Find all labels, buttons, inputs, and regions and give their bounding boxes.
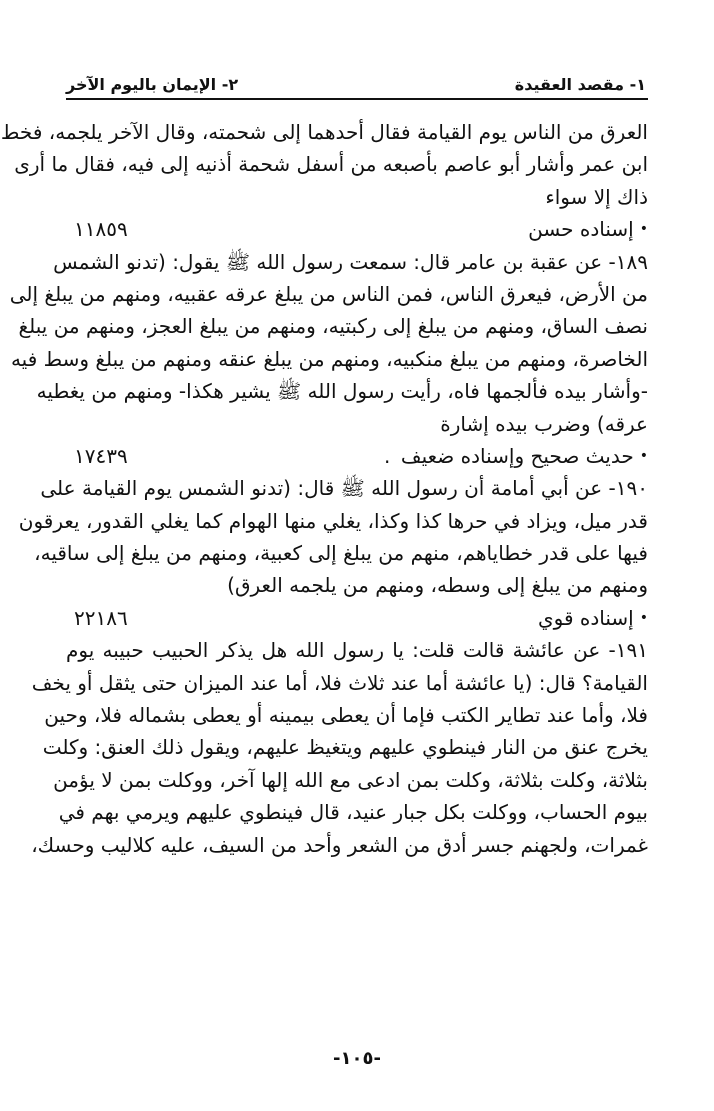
hadith-reference-number: ١٧٤٣٩ [74, 443, 128, 468]
text-line: ١٨٩- عن عقبة بن عامر قال: سمعت رسول الله ﷺ يقول: (تدنو الشمس [53, 249, 648, 274]
text-line: القيامة؟ قال: (يا عائشة أما عند ثلاث فلا، أما عند الميزان حتى يثقل أو يخف [31, 670, 648, 695]
hadith-grade-line [66, 602, 648, 634]
hadith-reference-number: ١١٨٥٩ [74, 217, 128, 242]
hadith-191 [31, 634, 648, 861]
text-line: ابن عمر وأشار أبو عاصم بأصبعه من أسفل شحمة أذنيه إلى فيه، فقال ما أرى [14, 152, 648, 177]
paragraph-continuation [0, 116, 648, 213]
hadith-grade-line [66, 440, 648, 472]
page-number: -١٠٥- [333, 1048, 381, 1069]
grade-text: إسناده حسن [528, 217, 634, 242]
text-line: -وأشار بيده فألجمها فاه، رأيت رسول الله ﷺ يشير هكذا- ومنهم من يغطيه [36, 379, 648, 404]
running-header [66, 66, 646, 94]
hadith-grade-line [66, 213, 648, 245]
hadith-190 [18, 472, 648, 602]
hadith-189 [9, 246, 648, 440]
text-line: الخاصرة، ومنهم من يبلغ منكبيه، ومنهم من يبلغ عنقه ومنهم من يبلغ وسط فيه [10, 346, 648, 371]
hadith-grade [401, 440, 648, 472]
text-line: يخرج عنق من النار فينطوي عليهم ويتغيظ عليهم، ويقول ذلك العنق: وكلت [42, 735, 648, 760]
bullet-icon: • [639, 447, 648, 464]
text-line: ومنهم من يبلغ إلى وسطه، ومنهم من يلجمه العرق) [227, 573, 648, 598]
text-line: بيوم الحساب، ووكلت بكل جبار عنيد، قال فينطوي عليهم ويرمي بهم في [58, 800, 648, 825]
grade-text: حديث صحيح وإسناده ضعيف [400, 443, 634, 468]
dot-mark: . [384, 443, 391, 468]
text-line: عرقه) وضرب بيده إشارة [440, 411, 648, 436]
text-line: فلا، وأما عند تطاير الكتب فإما أن يعطى بيمينه أو يعطى بشماله فلا، وحين [44, 703, 648, 728]
text-line: نصف الساق، ومنهم من يبلغ إلى ركبتيه، ومنهم من يبلغ العجز، ومنهم من يبلغ [18, 314, 648, 339]
main-text [0, 116, 648, 861]
text-line: ذاك إلا سواء [545, 184, 648, 209]
hadith-reference-number: ٢٢١٨٦ [74, 605, 128, 630]
text-line: ١٩٠- عن أبي أمامة أن رسول الله ﷺ قال: (تدنو الشمس يوم القيامة على [40, 476, 648, 501]
text-line: من الأرض، فيعرق الناس، فمن الناس من يبلغ عرقه عقبيه، ومنهم من يبلغ إلى [9, 281, 648, 306]
text-line: ١٩١- عن عائشة قالت قلت: يا رسول الله هل يذكر الحبيب حبيبه يوم [66, 638, 648, 663]
header-divider [66, 98, 648, 100]
header-chapter-right: ١- مقصد العقيدة [514, 75, 646, 94]
hadith-grade [528, 213, 648, 245]
bullet-icon: • [639, 221, 648, 238]
header-chapter-left: ٢- الإيمان باليوم الآخر [66, 75, 239, 94]
text-line: بثلاثة، وكلت بثلاثة، وكلت بمن ادعى مع الله إلها آخر، ووكلت بمن لا يؤمن [53, 767, 648, 792]
bullet-icon: • [639, 609, 648, 626]
grade-text: إسناده قوي [538, 605, 634, 630]
text-line: فيها على قدر خطاياهم، منهم من يبلغ إلى كعبية، ومنهم من يبلغ إلى ساقيه، [34, 541, 648, 566]
text-line: العرق من الناس يوم القيامة فقال أحدهما إلى شحمته، وقال الآخر يلجمه، فخط [0, 120, 648, 144]
text-line: قدر ميل، ويزاد في حرها كذا وكذا، يغلي منها الهوام كما يغلي القدور، يعرقون [18, 508, 648, 533]
hadith-grade [538, 602, 648, 634]
text-line: غمرات، ولجهنم جسر أدق من الشعر وأحد من السيف، عليه كلاليب وحسك، [31, 832, 648, 857]
